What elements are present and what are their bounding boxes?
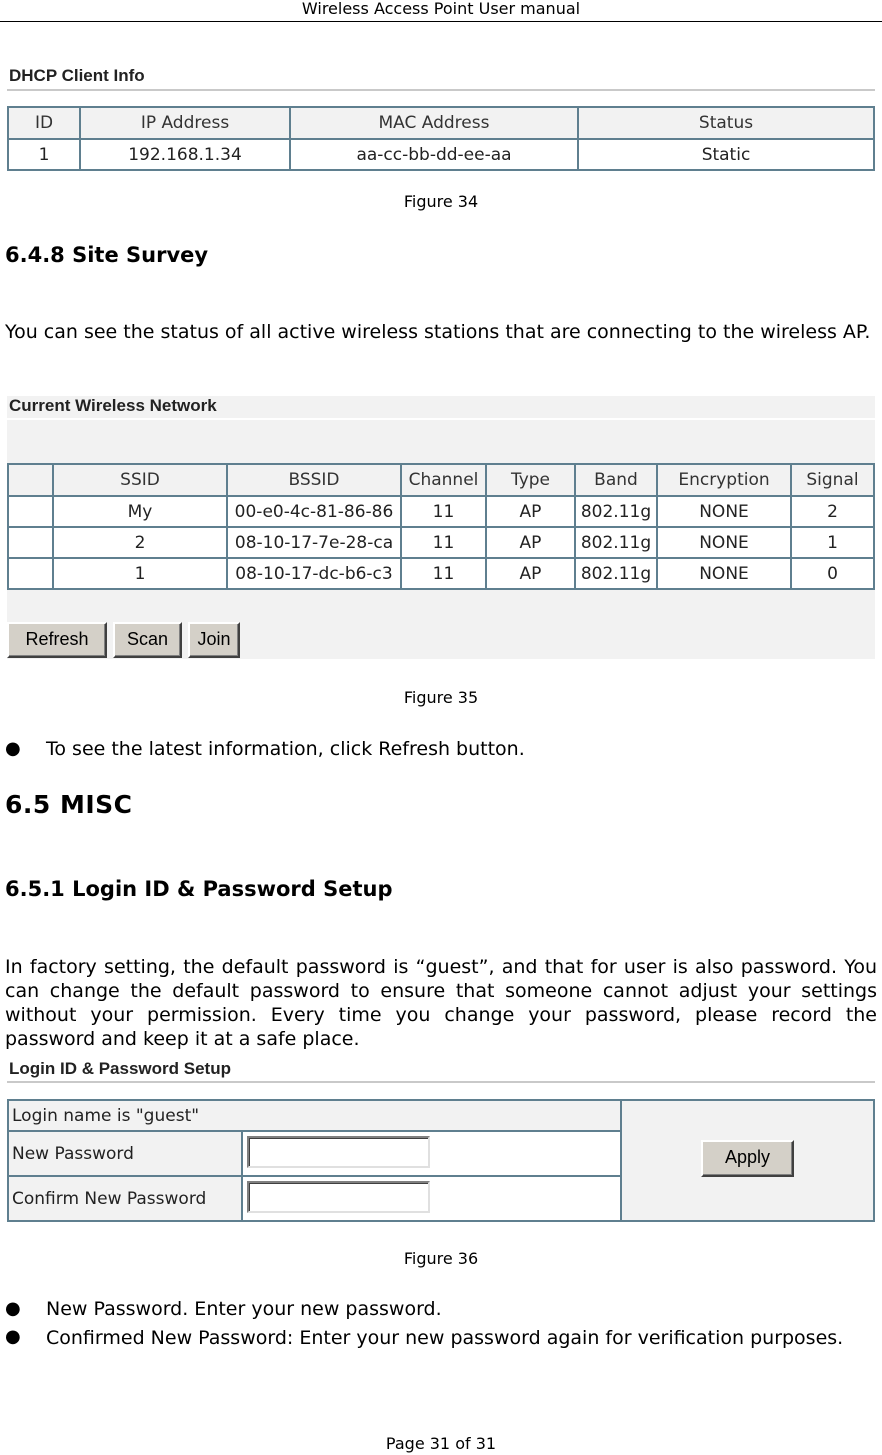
refresh-button[interactable]: Refresh — [7, 622, 107, 658]
table-cell: 2 — [53, 527, 227, 558]
table-header-row — [8, 107, 874, 139]
scan-button[interactable]: Scan — [113, 622, 182, 658]
table-cell: AP — [486, 558, 575, 589]
table-cell: 11 — [401, 558, 486, 589]
table-cell: NONE — [657, 558, 791, 589]
column-header-select — [8, 464, 53, 496]
column-header: MAC Address — [290, 107, 578, 139]
join-button[interactable]: Join — [188, 622, 240, 658]
figure-35-screenshot — [7, 396, 875, 659]
table-row — [8, 139, 874, 170]
divider — [7, 89, 875, 91]
table-cell: 08-10-17-7e-28-ca — [227, 527, 401, 558]
table-cell: 1 — [53, 558, 227, 589]
running-header: Wireless Access Point User manual — [0, 0, 882, 22]
column-header: BSSID — [227, 464, 401, 496]
bullet-refresh — [5, 737, 877, 761]
column-header: Type — [486, 464, 575, 496]
bullet-new-password — [5, 1297, 877, 1321]
wireless-network-table — [7, 463, 875, 590]
table-cell: 802.11g — [575, 527, 657, 558]
table-row[interactable] — [8, 527, 874, 558]
new-password-input[interactable] — [247, 1136, 430, 1168]
row-select-cell[interactable] — [8, 558, 53, 589]
table-header-row — [8, 464, 874, 496]
section-heading-site-survey: 6.4.8 Site Survey — [5, 243, 209, 267]
site-survey-paragraph: You can see the status of all active wireless stations that are connecting to the wireless AP. — [5, 321, 871, 343]
section-heading-misc: 6.5 MISC — [5, 790, 133, 819]
figure-34-caption: Figure 34 — [403, 192, 479, 211]
table-cell: 0 — [791, 558, 874, 589]
divider — [7, 418, 875, 420]
column-header: Band — [575, 464, 657, 496]
login-password-paragraph: In factory setting, the default password is “guest”, and that for user is also password. You can change the default password to ensure that someone cannot adjust your settings without your permission. Every time you change your password, please record the password and keep it at a safe place. — [5, 956, 877, 1050]
table-cell: 08-10-17-dc-b6-c3 — [227, 558, 401, 589]
running-footer: Page 31 of 31 — [385, 1434, 497, 1453]
row-select-cell[interactable] — [8, 496, 53, 527]
column-header: SSID — [53, 464, 227, 496]
table-cell: 802.11g — [575, 496, 657, 527]
bullet-icon: ● — [5, 1298, 21, 1319]
table-cell: 802.11g — [575, 558, 657, 589]
table-cell: 192.168.1.34 — [80, 139, 290, 170]
bullet-text: New Password. Enter your new password. — [46, 1298, 442, 1320]
login-setup-title: Login ID & Password Setup — [9, 1059, 231, 1078]
current-wireless-network-title: Current Wireless Network — [9, 396, 217, 415]
divider — [7, 1081, 875, 1083]
table-cell: aa-cc-bb-dd-ee-aa — [290, 139, 578, 170]
bullet-icon: ● — [5, 1326, 21, 1347]
apply-button[interactable]: Apply — [701, 1140, 794, 1177]
section-heading-login-password: 6.5.1 Login ID & Password Setup — [5, 877, 393, 901]
confirm-password-label: Confirm New Password — [8, 1176, 242, 1221]
figure-36-screenshot — [7, 1059, 875, 1221]
column-header: ID — [8, 107, 80, 139]
table-cell: My — [53, 496, 227, 527]
table-cell: 00-e0-4c-81-86-86 — [227, 496, 401, 527]
new-password-label: New Password — [8, 1131, 242, 1176]
column-header: IP Address — [80, 107, 290, 139]
bullet-text: To see the latest information, click Refresh button. — [46, 738, 525, 760]
table-cell: 1 — [8, 139, 80, 170]
row-select-cell[interactable] — [8, 527, 53, 558]
table-row[interactable] — [8, 558, 874, 589]
dhcp-client-info-title: DHCP Client Info — [9, 66, 145, 85]
column-header: Signal — [791, 464, 874, 496]
table-cell: 11 — [401, 496, 486, 527]
table-cell: Static — [578, 139, 874, 170]
table-cell: 2 — [791, 496, 874, 527]
bullet-confirm-password — [5, 1325, 877, 1352]
table-cell: NONE — [657, 496, 791, 527]
figure-34-screenshot — [7, 66, 875, 172]
figure-36-caption: Figure 36 — [403, 1249, 479, 1268]
login-name-text: Login name is "guest" — [8, 1100, 621, 1131]
table-cell: 1 — [791, 527, 874, 558]
confirm-password-input[interactable] — [247, 1181, 430, 1213]
bullet-icon: ● — [5, 738, 21, 759]
bullet-text: Confirmed New Password: Enter your new password again for verification purposes. — [46, 1327, 844, 1349]
column-header: Encryption — [657, 464, 791, 496]
table-cell: AP — [486, 527, 575, 558]
table-cell: 11 — [401, 527, 486, 558]
table-row[interactable] — [8, 496, 874, 527]
dhcp-client-table — [7, 106, 875, 171]
login-name-row — [8, 1100, 874, 1131]
table-cell: AP — [486, 496, 575, 527]
column-header: Channel — [401, 464, 486, 496]
figure-35-caption: Figure 35 — [403, 688, 479, 707]
column-header: Status — [578, 107, 874, 139]
table-cell: NONE — [657, 527, 791, 558]
